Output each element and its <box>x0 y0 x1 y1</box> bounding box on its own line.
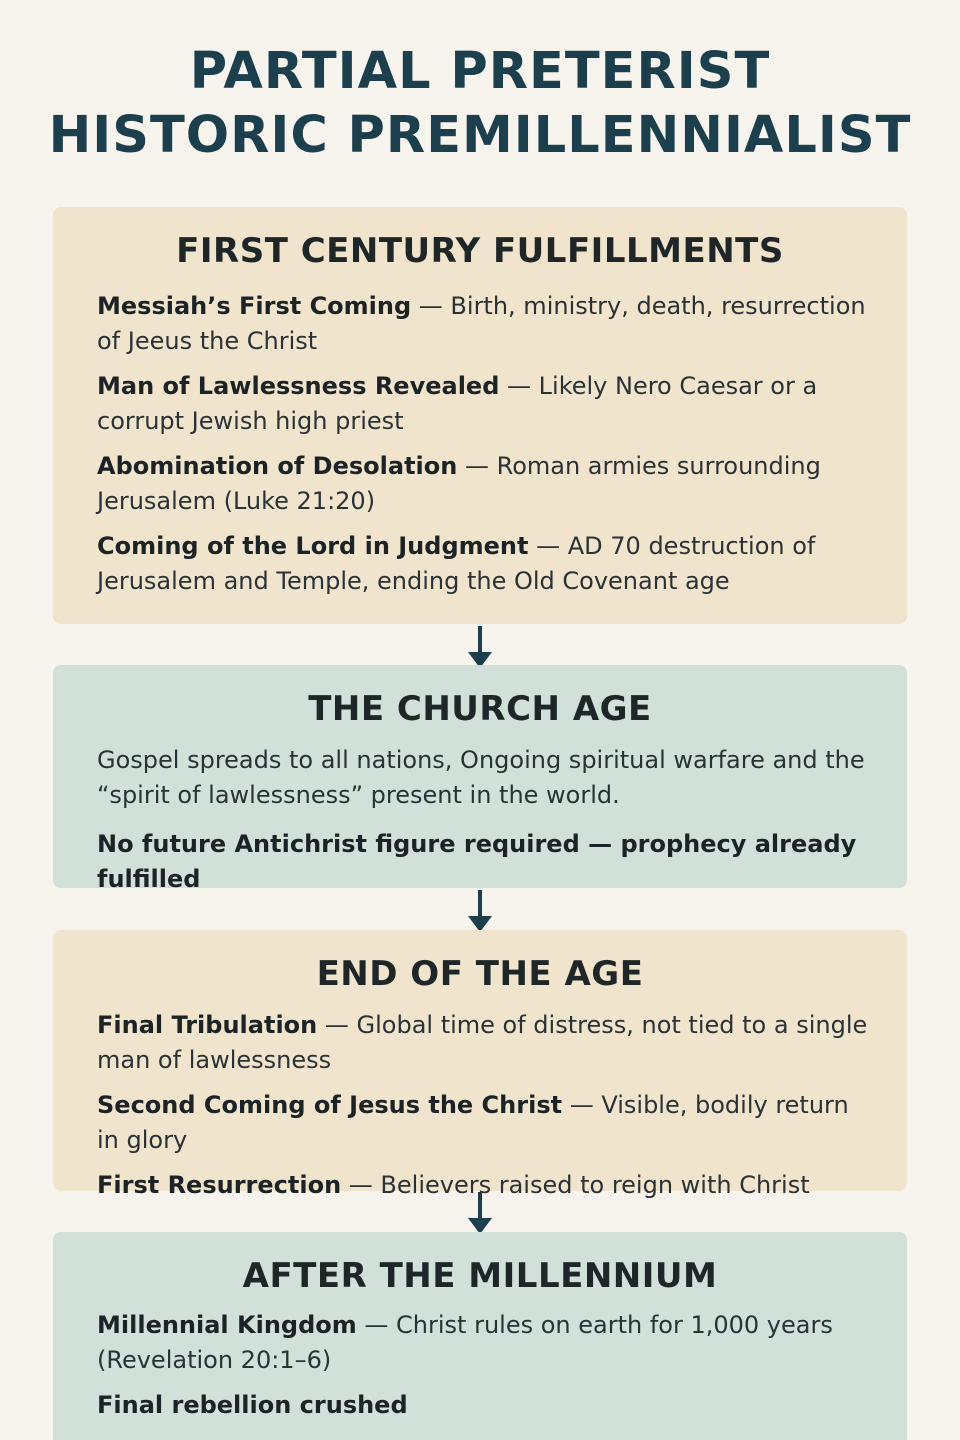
section-heading: AFTER THE MILLENNIUM <box>242 1256 718 1296</box>
item-term: Final Tribulation <box>97 1011 318 1039</box>
first-century-panel <box>53 207 907 624</box>
item-term: Millennial Kingdom <box>97 1311 357 1339</box>
item-term: Man of Lawlessness Revealed <box>97 372 500 400</box>
after-millennium-panel <box>53 1232 907 1440</box>
item-term: Final rebellion crushed <box>97 1391 408 1419</box>
item-desc: — Roman armies surrounding Jerusalem (Luke 21:20) <box>97 452 821 515</box>
item-desc: — Christ rules on earth for 1,000 years (Revelation 20:1–6) <box>97 1311 833 1374</box>
item-desc: — Global time of distress, not tied to a single man of lawlessness <box>97 1011 868 1074</box>
end-of-age-panel <box>53 930 907 1199</box>
section-paragraph: Gospel spreads to all nations, Ongoing spiritual warfare and the “spirit of lawlessness” present in the world. <box>97 746 865 809</box>
item-desc: — Birth, ministry, death, resurrection of Jeeus the Christ <box>97 292 866 355</box>
list-item <box>97 449 877 519</box>
item-desc: — Believers raised to reign with Christ <box>341 1171 810 1199</box>
down-arrow-icon <box>465 1190 495 1238</box>
item-term: Coming of the Lord in Judgment <box>97 532 529 560</box>
page-title <box>0 40 960 168</box>
list-item <box>97 289 877 359</box>
item-desc: — Visible, bodily return in glory <box>97 1091 849 1154</box>
section-bold-line <box>97 827 877 897</box>
list-item <box>97 1308 877 1378</box>
item-desc: — Likely Nero Caesar or a corrupt Jewish high priest <box>97 372 818 435</box>
item-desc: — AD 70 destruction of Jerusalem and Temple, ending the Old Covenant age <box>97 532 816 595</box>
list-item <box>97 1088 877 1158</box>
item-term: Second Coming of Jesus the Christ <box>97 1091 563 1119</box>
list-item <box>97 529 877 599</box>
section-heading: THE CHURCH AGE <box>308 689 652 729</box>
section-heading: FIRST CENTURY FULFILLMENTS <box>176 231 784 271</box>
list-item <box>97 1388 877 1423</box>
church-age-panel <box>53 665 907 893</box>
list-item <box>97 369 877 439</box>
item-term: Messiah’s First Coming <box>97 292 412 320</box>
bold-statement: No future Antichrist figure required — prophecy already fulfilled <box>97 830 857 893</box>
title-line-2: HISTORIC PREMILLENNIALIST <box>48 106 912 165</box>
item-term: First Resurrection <box>97 1171 342 1199</box>
section-heading: END OF THE AGE <box>316 954 644 994</box>
down-arrow-icon <box>465 888 495 936</box>
title-line-1: PARTIAL PRETERIST <box>189 42 771 101</box>
item-term: Abomination of Desolation <box>97 452 458 480</box>
list-item <box>97 1008 877 1078</box>
